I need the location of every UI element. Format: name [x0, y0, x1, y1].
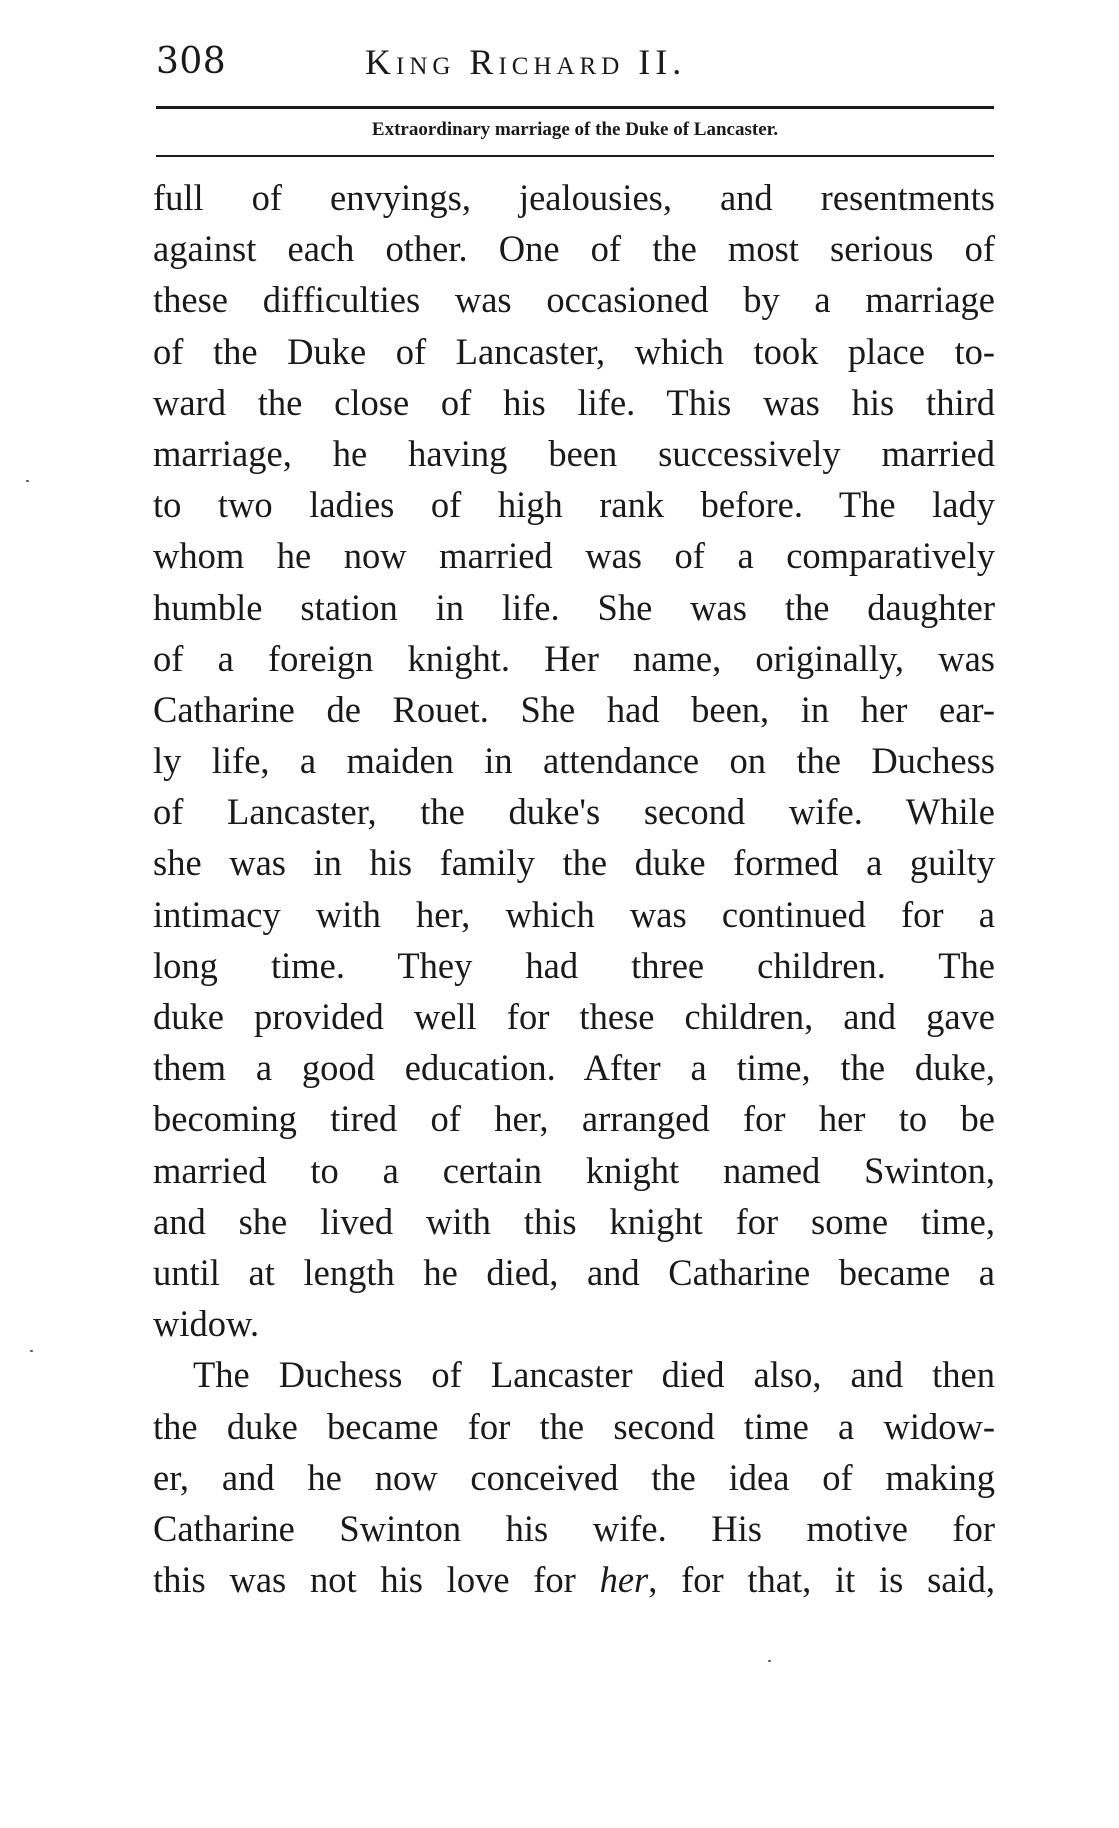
text-line: married to a certain knight named Swinton, [153, 1149, 995, 1191]
text-line: full of envyings, jealousies, and resentments [153, 177, 995, 218]
print-speck [768, 1660, 771, 1662]
text-line: of a foreign knight. Her name, originally, was [153, 637, 995, 679]
page-number: 308 [156, 41, 227, 82]
text-line: Catharine de Rouet. She had been, in her ear- [153, 688, 995, 730]
text-line: long time. They had three children. The [153, 944, 995, 986]
text-line: ly life, a maiden in attendance on the Duchess [153, 740, 995, 782]
text-line: and she lived with this knight for some time, [153, 1200, 995, 1242]
paragraph-1 [153, 172, 995, 1349]
text-line: to two ladies of high rank before. The lady [153, 484, 995, 526]
text-line: she was in his family the duke formed a guilty [153, 842, 995, 884]
text-line: until at length he died, and Catharine became a [153, 1251, 995, 1293]
text-line: these difficulties was occasioned by a marriage [153, 279, 995, 321]
text-line: widow. [153, 1303, 260, 1345]
text-line: of the Duke of Lancaster, which took place to- [153, 330, 995, 372]
running-title: King Richard II. [365, 42, 687, 82]
text-line: ward the close of his life. This was his third [153, 381, 995, 423]
text-line: them a good education. After a time, the duke, [153, 1047, 995, 1089]
line-text-before: this was not his love for [153, 1559, 600, 1601]
text-line: marriage, he having been successively married [153, 432, 995, 474]
text-line: the duke became for the second time a widow- [153, 1405, 995, 1447]
text-line: Catharine Swinton his wife. His motive for [153, 1507, 995, 1549]
text-line: duke provided well for these children, and gave [153, 996, 995, 1037]
text-line: The Duchess of Lancaster died also, and then [193, 1354, 995, 1396]
header-rule-bottom [156, 155, 994, 157]
paragraph-2 [153, 1349, 995, 1605]
text-line: intimacy with her, which was continued for a [153, 893, 995, 935]
emphasized-word: her [599, 1559, 649, 1601]
text-line: humble station in life. She was the daughter [153, 586, 995, 628]
section-subhead: Extraordinary marriage of the Duke of Lancaster. [371, 119, 779, 140]
text-line: of Lancaster, the duke's second wife. While [153, 791, 995, 833]
print-speck [30, 1350, 33, 1352]
text-line: becoming tired of her, arranged for her to be [153, 1098, 995, 1140]
text-line: against each other. One of the most serious of [153, 228, 995, 270]
line-text-after: , for that, it is said, [648, 1559, 995, 1601]
header-rule-top [156, 106, 994, 109]
body-text [153, 172, 995, 1605]
text-line-with-emphasis [153, 1554, 995, 1605]
text-line: whom he now married was of a comparatively [153, 535, 995, 577]
text-line: er, and he now conceived the idea of making [153, 1456, 995, 1498]
print-speck [26, 480, 29, 482]
